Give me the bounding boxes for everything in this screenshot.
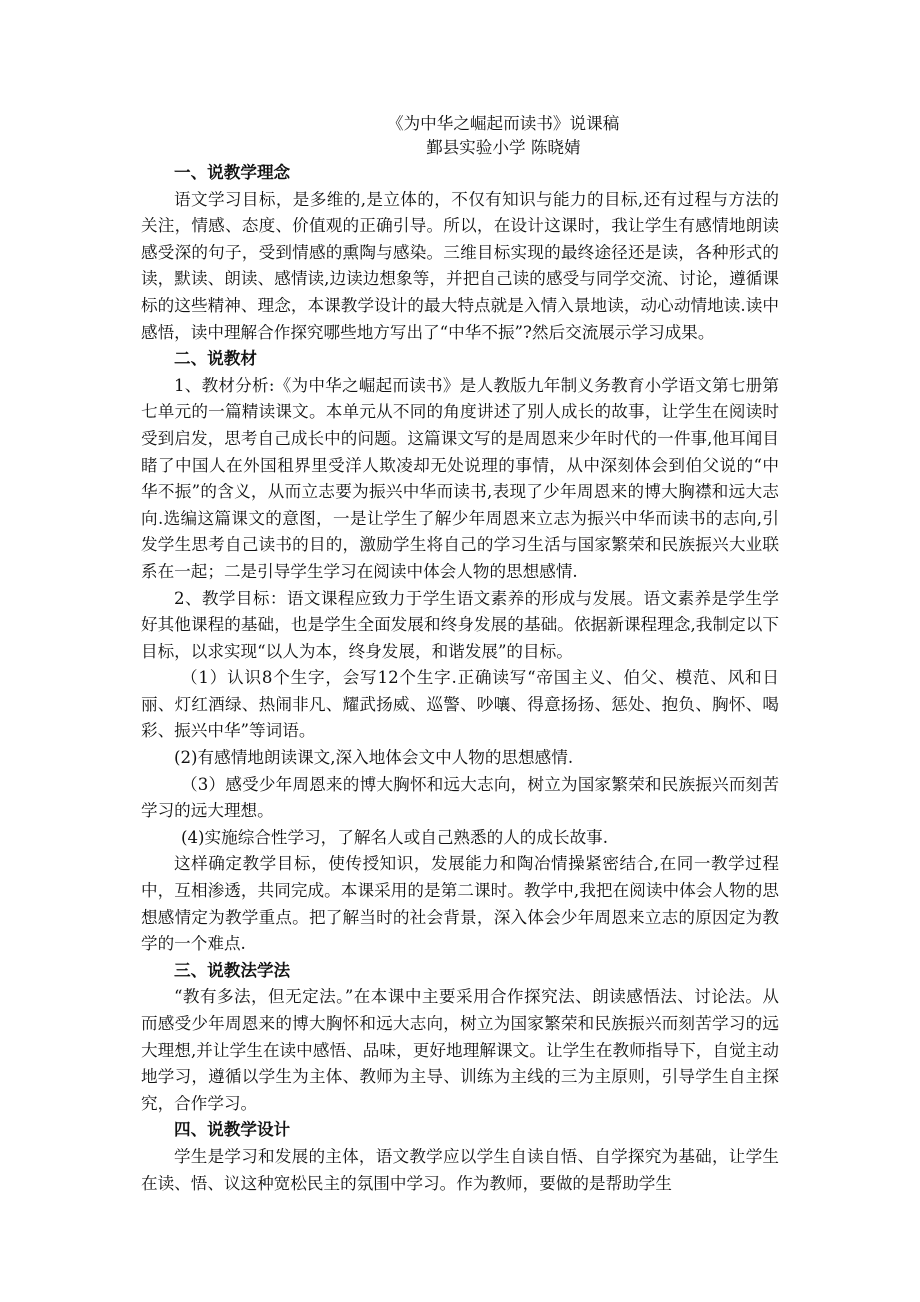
section-heading-textbook: 二、说教材: [174, 349, 257, 369]
paragraph: 1、教材分析:《为中华之崛起而读书》是人教版九年制义务教育小学语文第七册第七单元的一篇精读课文。本单元从不同的角度讲述了别人成长的故事，让学生在阅读时受到启发，思考自己成长中的问题。这篇课文写的是周恩来少年时代的一件事,他耳闻目睹了中国人在外国租界里受洋人欺凌却无处说理的事情，从中深刻体会到伯父说的“中华不振”的含义，从而立志要为振兴中华而读书,表现了少年周恩来的博大胸襟和远大志向.选编这篇课文的意图，一是让学生了解少年周恩来立志为振兴中华而读书的志向,引发学生思考自己读书的目的，激励学生将自己的学习生活与国家繁荣和民族振兴大业联系在一起；二是引导学生学习在阅读中体会人物的思想感情.: [141, 375, 779, 581]
paragraph: 这样确定教学目标，使传授知识，发展能力和陶冶情操紧密结合,在同一教学过程中，互相渗透，共同完成。本课采用的是第二课时。教学中,我把在阅读中体会人物的思想感情定为教学重点。把了解当时的社会背景，深入体会少年周恩来立志的原因定为教学的一个难点.: [141, 854, 779, 954]
objective-item: （1）认识8个生字，会写12个生字.正确读写“帝国主义、伯父、模范、风和日丽、灯红酒绿、热闹非凡、耀武扬威、巡警、吵嚷、得意扬扬、惩处、抱负、胸怀、喝彩、振兴中华”等词语。: [141, 668, 779, 741]
paragraph: “教有多法，但无定法。”在本课中主要采用合作探究法、朗读感悟法、讨论法。从而感受少年周恩来的博大胸怀和远大志向，树立为国家繁荣和民族振兴而刻苦学习的远大理想,并让学生在读中感悟、品味，更好地理解课文。让学生在教师指导下，自觉主动地学习，遵循以学生为主体、教师为主导、训练为主线的三为主原则，引导学生自主探究，合作学习。: [141, 987, 779, 1113]
section-heading-design: 四、说教学设计: [174, 1120, 291, 1140]
paragraph: 2、教学目标：语文课程应致力于学生语文素养的形成与发展。语文素养是学生学好其他课程的基础，也是学生全面发展和终身发展的基础。依据新课程理念,我制定以下目标，以求实现“以人为本，终身发展，和谐发展”的目标。: [141, 588, 779, 661]
document-author: 鄞县实验小学 陈晓婧: [426, 138, 581, 157]
objective-item: （3）感受少年周恩来的博大胸怀和远大志向，树立为国家繁荣和民族振兴而刻苦学习的远大理想。: [141, 774, 779, 821]
paragraph: 学生是学习和发展的主体，语文教学应以学生自读自悟、自学探究为基础，让学生在读、悟、议这种宽松民主的氛围中学习。作为教师，要做的是帮助学生: [141, 1146, 779, 1193]
document-title: 《为中华之崛起而读书》说课稿: [387, 114, 620, 133]
objective-item: (4)实施综合性学习，了解名人或自己熟悉的人的成长故事.: [181, 827, 609, 847]
section-heading-teaching-philosophy: 一、说教学理念: [174, 163, 291, 182]
objective-item: (2)有感情地朗读课文,深入地体会文中人物的思想感情.: [174, 748, 574, 768]
section-heading-methods: 三、说教法学法: [174, 960, 291, 980]
document-body: [141, 112, 779, 1197]
paragraph: 语文学习目标，是多维的,是立体的，不仅有知识与能力的目标,还有过程与方法的关注，情感、态度、价值观的正确引导。所以，在设计这课时，我让学生有感情地朗读感受深的句子，受到情感的熏陶与感染。三维目标实现的最终途径还是读，各种形式的读，默读、朗读、感情读,边读边想象等，并把自己读的感受与同学交流、讨论，遵循课标的这些精神、理念，本课教学设计的最大特点就是入情入景地读，动心动情地读.读中感悟，读中理解合作探究哪些地方写出了“中华不振”?然后交流展示学习成果。: [141, 189, 779, 342]
